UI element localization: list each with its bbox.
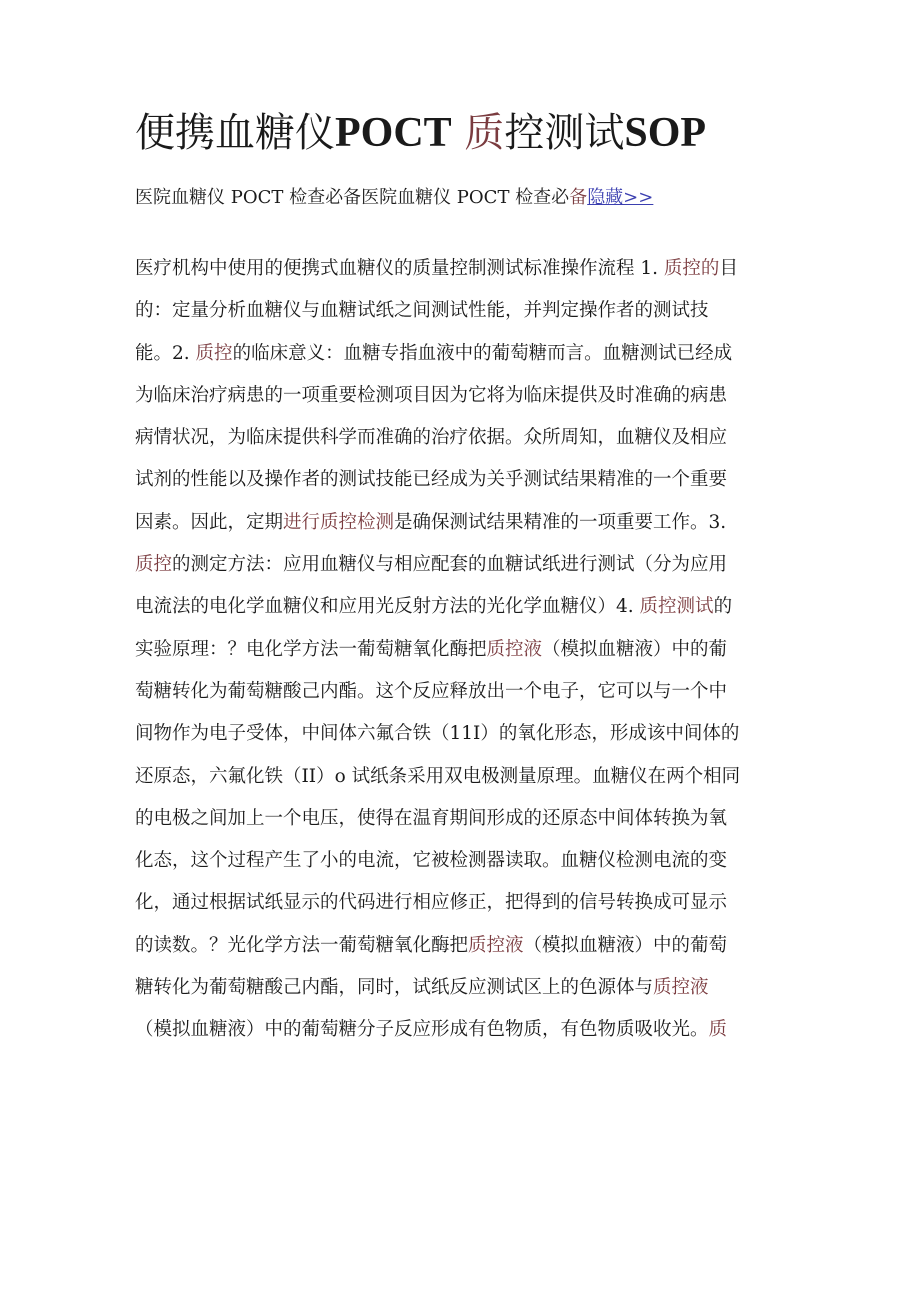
body-text-run: 电流法的电化学血糖仪和应用光反射方法的光化学血糖仪）4. — [135, 596, 640, 618]
hide-toggle-link[interactable]: 隐藏>> — [587, 187, 654, 208]
body-line — [135, 671, 785, 713]
body-line — [135, 502, 785, 544]
keyword-link[interactable]: 质控液 — [486, 638, 543, 660]
body-line — [135, 586, 785, 628]
body-text-run: （模拟血糖液）中的葡 — [542, 638, 728, 660]
body-text-run: 因素。因此，定期 — [135, 511, 284, 533]
title-part-5: SOP — [624, 110, 707, 156]
body-text-run: 的测定方法：应用血糖仪与相应配套的血糖试纸进行测试（分为应用 — [172, 554, 728, 576]
body-text-run: 的：定量分析血糖仪与血糖试纸之间测试性能，并判定操作者的测试技 — [135, 300, 709, 322]
body-text-run: （模拟血糖液）中的葡萄 — [523, 934, 728, 956]
keyword-link[interactable]: 质控的 — [663, 258, 720, 279]
body-text-run: 间物作为电子受体，中间体六氟合铁（11I）的氧化形态，形成该中间体的 — [135, 723, 740, 745]
body-line — [135, 544, 785, 586]
document-subtitle — [135, 182, 835, 214]
keyword-link[interactable]: 进行质控检测 — [283, 511, 395, 533]
body-text-run: 的 — [713, 596, 733, 618]
keyword-link[interactable]: 质 — [708, 1019, 728, 1041]
keyword-link[interactable]: 质控测试 — [639, 596, 714, 618]
title-part-2: POCT — [335, 110, 452, 156]
keyword-link[interactable]: 质控 — [195, 342, 233, 364]
body-text-run: 为临床治疗病患的一项重要检测项目因为它将为临床提供及时准确的病患 — [135, 384, 728, 406]
subtitle-link[interactable]: 备 — [569, 187, 588, 208]
body-text-run: 是确保测试结果精准的一项重要工作。3. — [394, 511, 727, 533]
keyword-link[interactable]: 质控液 — [468, 934, 524, 956]
body-text-run: 糖转化为葡萄糖酸己内酯，同时，试纸反应测试区上的色源体与 — [135, 977, 654, 999]
keyword-link[interactable]: 质控液 — [653, 977, 709, 999]
body-text-run: 化态，这个过程产生了小的电流，它被检测器读取。血糖仪检测电流的变 — [135, 850, 728, 872]
body-line — [135, 1009, 785, 1051]
title-part-1: 便携血糖仪 — [135, 110, 335, 156]
body-text-run: 能。2. — [135, 342, 196, 364]
document-body — [135, 248, 785, 1052]
body-line — [135, 629, 785, 671]
body-text-run: 还原态，六氟化铁（II）o 试纸条采用双电极测量原理。血糖仪在两个相同 — [135, 765, 741, 787]
body-line — [135, 798, 785, 840]
body-line — [135, 375, 785, 417]
body-text-run: 病情状况，为临床提供科学而准确的治疗依据。众所周知，血糖仪及相应 — [135, 427, 728, 449]
keyword-link[interactable]: 质控 — [135, 554, 173, 576]
title-part-4: 控测试 — [504, 110, 625, 156]
body-text-run: 的临床意义：血糖专指血液中的葡萄糖而言。血糖测试已经成 — [232, 342, 733, 364]
body-line — [135, 925, 785, 967]
body-line — [135, 882, 785, 924]
body-line — [135, 417, 785, 459]
body-line — [135, 713, 785, 755]
body-text-run: 的读数。？光化学方法一葡萄糖氧化酶把 — [135, 934, 469, 956]
subtitle-text: 医院血糖仪 POCT 检查必备医院血糖仪 POCT 检查必 — [135, 187, 570, 208]
body-line — [135, 248, 785, 290]
body-line — [135, 756, 785, 798]
body-text-run: 目 — [719, 258, 738, 279]
body-text-run: 化，通过根据试纸显示的代码进行相应修正，把得到的信号转换成可显示 — [135, 892, 728, 914]
body-line — [135, 333, 785, 375]
body-line — [135, 290, 785, 332]
body-text-run: （模拟血糖液）中的葡萄糖分子反应形成有色物质，有色物质吸收光。 — [135, 1019, 709, 1041]
body-line — [135, 840, 785, 882]
document-title — [135, 103, 835, 163]
body-text-run: 试剂的性能以及操作者的测试技能已经成为关乎测试结果精准的一个重要 — [135, 469, 728, 491]
title-link-zhi[interactable]: 质 — [464, 110, 505, 156]
body-line — [135, 967, 785, 1009]
body-text-run: 医疗机构中使用的便携式血糖仪的质量控制测试标准操作流程 1. — [135, 258, 664, 279]
body-text-run: 萄糖转化为葡萄糖酸己内酯。这个反应释放出一个电子，它可以与一个中 — [135, 680, 728, 702]
body-text-run: 的电极之间加上一个电压，使得在温育期间形成的还原态中间体转换为氧 — [135, 807, 728, 829]
body-line — [135, 459, 785, 501]
body-text-run: 实验原理：？电化学方法一葡萄糖氧化酶把 — [135, 638, 487, 660]
